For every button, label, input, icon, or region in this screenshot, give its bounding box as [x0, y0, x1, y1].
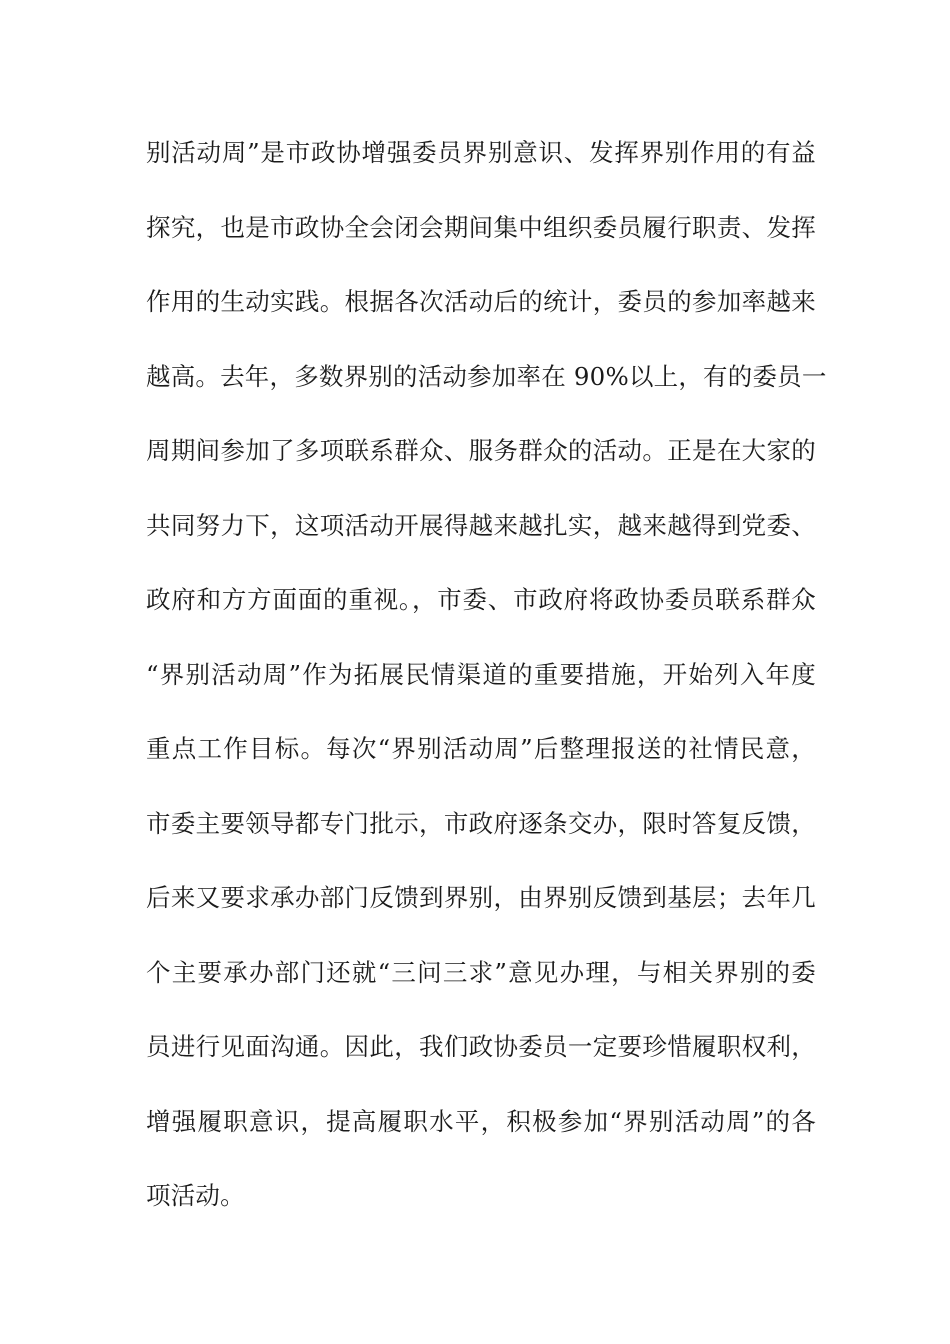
- text-line-9: 重点工作目标。每次“界别活动周”后整理报送的社情民意，: [146, 734, 816, 763]
- text-line-10: 市委主要领导都专门批示，市政府逐条交办，限时答复反馈，: [146, 808, 816, 838]
- text-line-12: 个主要承办部门还就“三问三求”意见办理，与相关界别的委: [146, 957, 816, 987]
- body-paragraph: [146, 129, 827, 1247]
- text-line-3: 作用的生动实践。根据各次活动后的统计，委员的参加率越来: [146, 287, 816, 316]
- text-line-2: 探究，也是市政协全会闭会期间集中组织委员履行职责、发挥: [146, 212, 816, 242]
- text-line-15: 项活动。: [146, 1181, 245, 1210]
- text-line-13: 员进行见面沟通。因此，我们政协委员一定要珍惜履职权利，: [146, 1032, 816, 1061]
- text-line-11: 后来又要求承办部门反馈到界别，由界别反馈到基层；去年几: [146, 883, 816, 912]
- text-line-7: 政府和方方面面的重视。，市委、市政府将政协委员联系群众: [146, 585, 816, 614]
- text-line-5: 周期间参加了多项联系群众、服务群众的活动。正是在大家的: [146, 436, 816, 465]
- text-line-6: 共同努力下，这项活动开展得越来越扎实，越来越得到党委、: [146, 510, 816, 540]
- text-line-8: “界别活动周”作为拓展民情渠道的重要措施，开始列入年度: [146, 659, 816, 689]
- text-line-4: 越高。去年，多数界别的活动参加率在 90%以上，有的委员一: [146, 361, 827, 391]
- text-line-1: 别活动周”是市政协增强委员界别意识、发挥界别作用的有益: [146, 138, 816, 167]
- text-line-14: 增强履职意识，提高履职水平，积极参加“界别活动周”的各: [146, 1106, 816, 1136]
